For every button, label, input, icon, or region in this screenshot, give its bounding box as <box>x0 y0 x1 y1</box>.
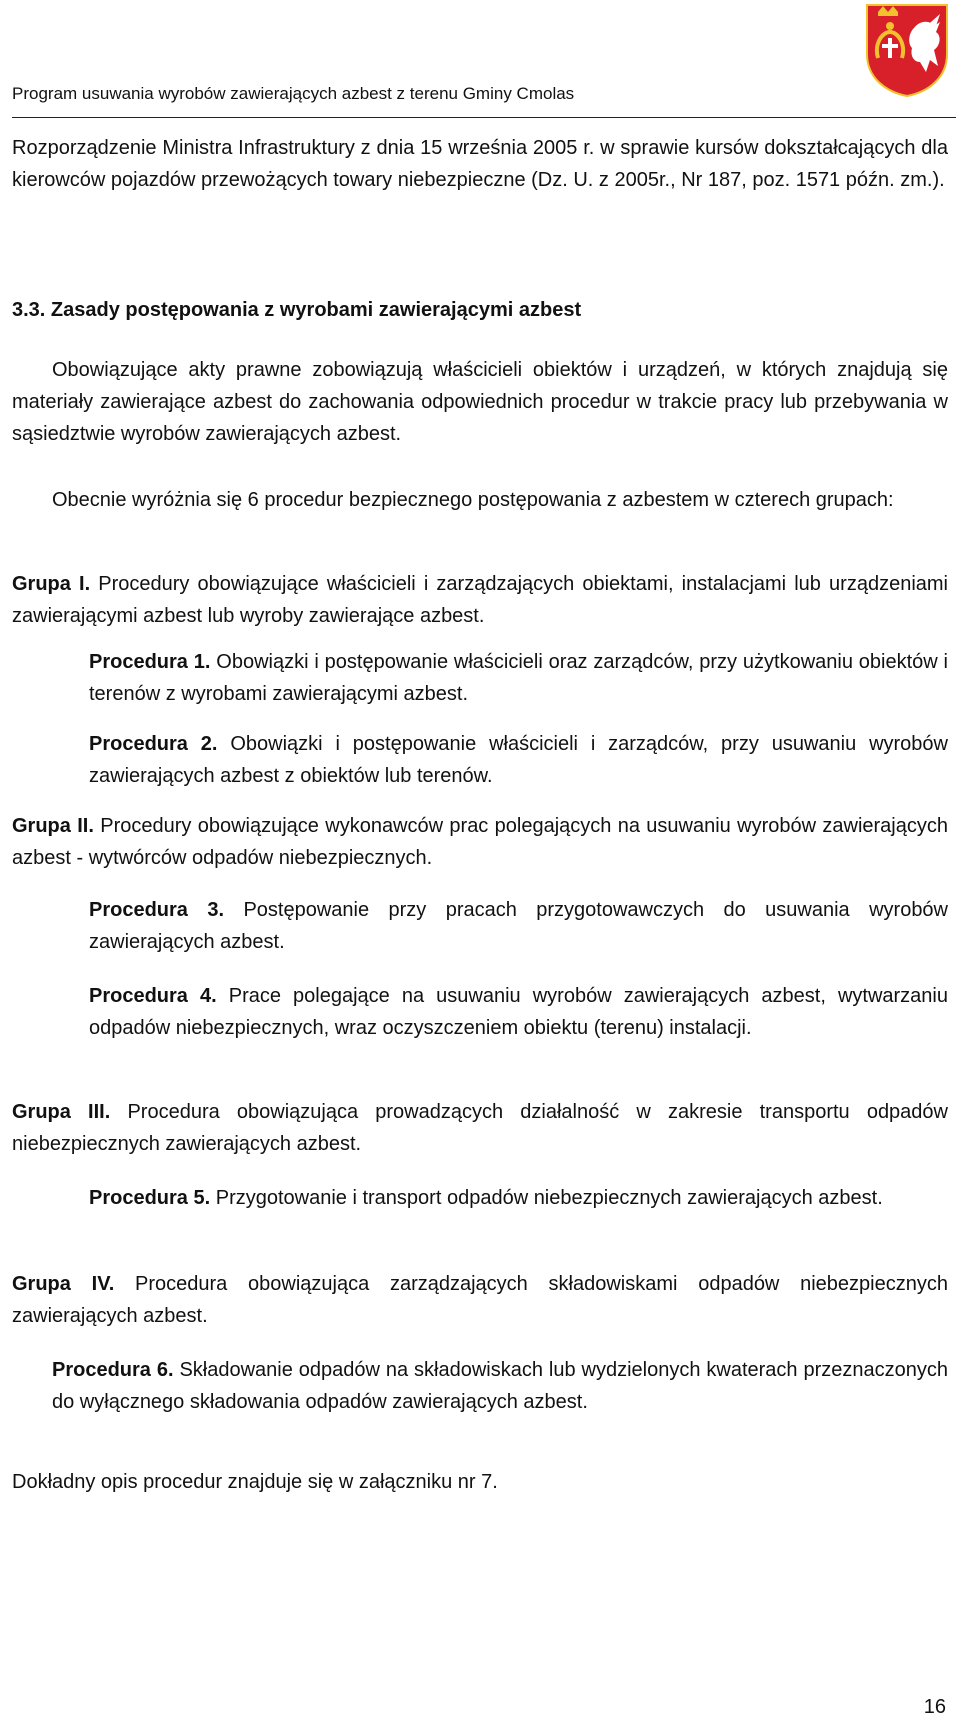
procedure-1 <box>89 646 948 710</box>
group-2-label: Grupa II. <box>12 815 94 837</box>
procedure-2-text: Obowiązki i postępowanie właścicieli i zarządców, przy usuwaniu wyrobów zawierających azbest z obiektów lub terenów. <box>89 733 948 787</box>
procedure-6 <box>52 1354 948 1418</box>
group-1 <box>12 568 948 632</box>
procedure-3 <box>89 894 948 958</box>
procedure-4 <box>89 980 948 1044</box>
group-4-label: Grupa IV. <box>12 1273 115 1295</box>
procedure-3-text: Postępowanie przy pracach przygotowawczych do usuwania wyrobów zawierających azbest. <box>89 899 949 953</box>
procedure-3-label: Procedura 3. <box>89 899 225 921</box>
group-3-label: Grupa III. <box>12 1101 111 1123</box>
group-1-text: Procedury obowiązujące właścicieli i zarządzających obiektami, instalacjami lub urządzeniami zawierającymi azbest lub wyroby zawierające azbest. <box>12 573 948 627</box>
procedure-5-text: Przygotowanie i transport odpadów niebezpiecznych zawierających azbest. <box>210 1187 883 1209</box>
section-paragraph-2: Obecnie wyróżnia się 6 procedur bezpiecznego postępowania z azbestem w czterech grupach: <box>52 489 894 511</box>
section-paragraph-1: Obowiązujące akty prawne zobowiązują właścicieli obiektów i urządzeń, w których znajdują się materiały zawierające azbest do zachowania odpowiednich procedur w trakcie pracy lub przebywania w sąsiedztwie wyrobów zawierających azbest. <box>12 359 948 445</box>
group-2 <box>12 810 948 874</box>
procedure-4-text: Prace polegające na usuwaniu wyrobów zawierających azbest, wytwarzaniu odpadów niebezpiecznych, wraz oczyszczeniem obiektu (terenu) instalacji. <box>89 985 948 1039</box>
section-heading: 3.3. Zasady postępowania z wyrobami zawierającymi azbest <box>12 299 582 321</box>
procedure-5 <box>89 1182 948 1214</box>
header-title: Program usuwania wyrobów zawierających azbest z terenu Gminy Cmolas <box>12 84 575 103</box>
group-3-text: Procedura obowiązująca prowadzących działalność w zakresie transportu odpadów niebezpiecznych zawierających azbest. <box>12 1101 948 1155</box>
header-divider <box>12 117 956 118</box>
group-1-label: Grupa I. <box>12 573 91 595</box>
page-header <box>12 0 956 120</box>
group-4-text: Procedura obowiązująca zarządzających składowiskami odpadów niebezpiecznych zawierających azbest. <box>12 1273 948 1327</box>
group-2-text: Procedury obowiązujące wykonawców prac polegających na usuwaniu wyrobów zawierających azbest - wytwórców odpadów niebezpiecznych. <box>12 815 948 869</box>
procedure-6-text: Składowanie odpadów na składowiskach lub wydzielonych kwaterach przeznaczonych do wyłącznego składowania odpadów zawierających azbest. <box>52 1359 948 1413</box>
procedure-2 <box>89 728 948 792</box>
procedure-2-label: Procedura 2. <box>89 733 218 755</box>
intro-paragraph: Rozporządzenie Ministra Infrastruktury z dnia 15 września 2005 r. w sprawie kursów dokształcających dla kierowców pojazdów przewożących towary niebezpieczne (Dz. U. z 2005r., Nr 187, poz. 1571 późn. zm.). <box>12 137 948 191</box>
coat-of-arms-icon <box>864 2 950 98</box>
procedure-1-label: Procedura 1. <box>89 651 211 673</box>
page-number: 16 <box>923 1696 946 1718</box>
closing-note: Dokładny opis procedur znajduje się w załączniku nr 7. <box>12 1471 498 1493</box>
group-3 <box>12 1096 948 1160</box>
procedure-5-label: Procedura 5. <box>89 1187 211 1209</box>
procedure-1-text: Obowiązki i postępowanie właścicieli oraz zarządców, przy użytkowaniu obiektów i terenów z wyrobami zawierającymi azbest. <box>89 651 948 705</box>
procedure-6-label: Procedura 6. <box>52 1359 174 1381</box>
procedure-4-label: Procedura 4. <box>89 985 217 1007</box>
group-4 <box>12 1268 948 1332</box>
